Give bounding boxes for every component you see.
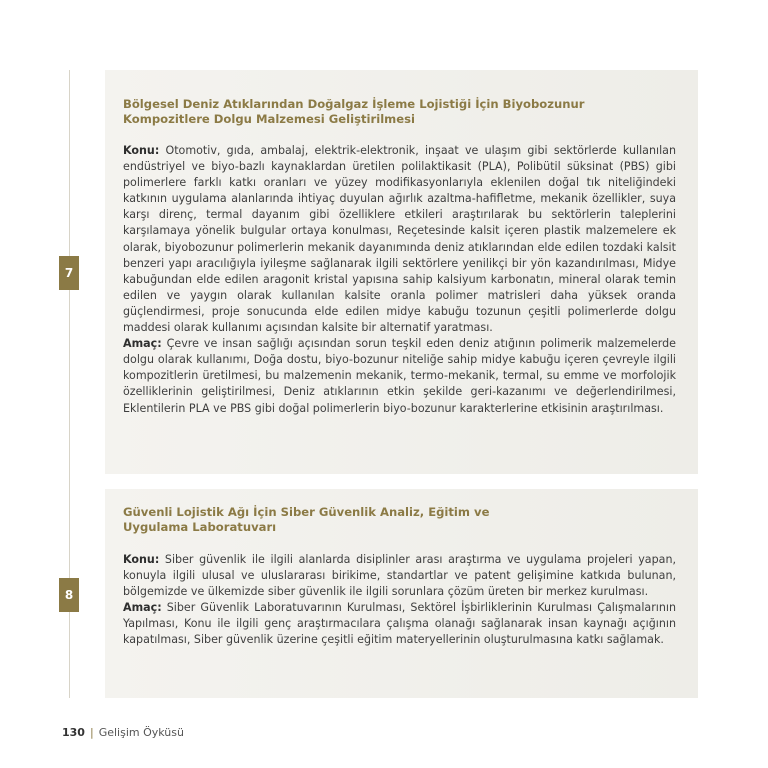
- footer-separator: |: [89, 726, 94, 739]
- konu-paragraph: [123, 143, 676, 336]
- amac-text: Siber Güvenlik Laboratuvarının Kurulması, Sektörel İşbirliklerinin Kurulması Çalışmalarının Yapılması, Konu ile ilgili genç araştırmacılara çalışma olanağı sağlanarak insan kaynağı açığının kapatılması, Siber güvenlik üzerine çeşitli eğitim materyellerinin oluşturulmasına katkı sağlamak.: [123, 601, 676, 647]
- project-title-line-1: Güvenli Lojistik Ağı İçin Siber Güvenlik Analiz, Eğitim ve: [123, 505, 490, 519]
- konu-text: Siber güvenlik ile ilgili alanlarda disiplinler arası araştırma ve uygulama projeleri yapan, konuyla ilgili ulusal ve uluslararası birikime, standartlar ve patent gelişimine katkıda bulunan, bölgemizde ve ülkemizde siber güvenlik ile ilgili sorunlara çözüm üreten bir merkez kurulması.: [123, 553, 676, 599]
- amac-label: Amaç:: [123, 601, 162, 615]
- project-card: [105, 70, 698, 474]
- konu-label: Konu:: [123, 553, 160, 566]
- amac-paragraph: [123, 336, 676, 416]
- amac-paragraph: [123, 600, 676, 648]
- konu-text: Otomotiv, gıda, ambalaj, elektrik-elektronik, inşaat ve ulaşım gibi sektörlerde kullanılan endüstriyel ve biyo-bazlı kaynaklardan üretilen polilaktikasit (PLA), Polibütil süksinat (PBS) gibi polimerlere farklı katkı oranları ve yüzey modifikasyonlarıyla eklenilen doğal tık niteliğindeki katkının uygulama alanlarında ihtiyaç duyulan ağırlık azaltma-hafifletme, mekanik özellikler, suya karşı direnç, termal dayanım gibi özelliklere etkileri araştırılarak bu sektörlerin taleplerini karşılamaya yönelik bulgular ortaya konulması, Reçetesinde kalsit içeren plastik malzemelere ek olarak, biyobozunur polimerlerin mekanik dayanımında deniz atıklarından elde edilen tozdaki kalsit benzeri yapı aracılığıyla iyileşme sağlanarak ilgili sektörlere yenilikçi bir yön kazandırılması, Midye kabuğundan elde edilen aragonit kristal yapısına sahip kalsiyum karbonatın, mineral olarak temin edilen ve yaygın olarak kullanılan kalsite oranla polimer matrisleri daha yüksek oranda güçlendirmesi, proje sonucunda elde edilen midye kabuğu tozunun çeşitli polimerlerde dolgu maddesi olarak kullanımı açısından kalsite bir alternatif yaratması.: [123, 144, 676, 335]
- project-title-line-1: Bölgesel Deniz Atıklarından Doğalgaz İşleme Lojistiği İçin Biyobozunur: [123, 97, 585, 111]
- amac-text: Çevre ve insan sağlığı açısından sorun teşkil eden deniz atığının polimerik malzemelerde dolgu olarak kullanımı, Doğa dostu, biyo-bozunur niteliğe sahip midye kabuğu içeren çevreyle ilgili kompozitlerin üretilmesi, bu malzemenin mekanik, termo-mekanik, termal, su emme ve morfolojik özelliklerinin geliştirilmesi, Deniz atıklarının etkin şekilde geri-kazanımı ve değerlendirilmesi, Eklentilerin PLA ve PBS gibi doğal polimerlerin biyo-bozunur karakterlerine etkisinin araştırılması.: [123, 337, 676, 415]
- page-footer: [62, 726, 184, 739]
- konu-label: Konu:: [123, 144, 160, 157]
- konu-paragraph: [123, 552, 676, 600]
- project-number-badge: 7: [59, 256, 79, 290]
- book-title: Gelişim Öyküsü: [98, 726, 184, 739]
- project-title-line-2: Kompozitlere Dolgu Malzemesi Geliştirilmesi: [123, 112, 415, 126]
- project-card: [105, 489, 698, 698]
- page-number: 130: [62, 726, 85, 739]
- amac-label: Amaç:: [123, 337, 162, 351]
- project-number-badge: 8: [59, 578, 79, 612]
- project-title: [123, 505, 676, 535]
- project-title: [123, 97, 676, 127]
- project-title-line-2: Uygulama Laboratuvarı: [123, 520, 277, 534]
